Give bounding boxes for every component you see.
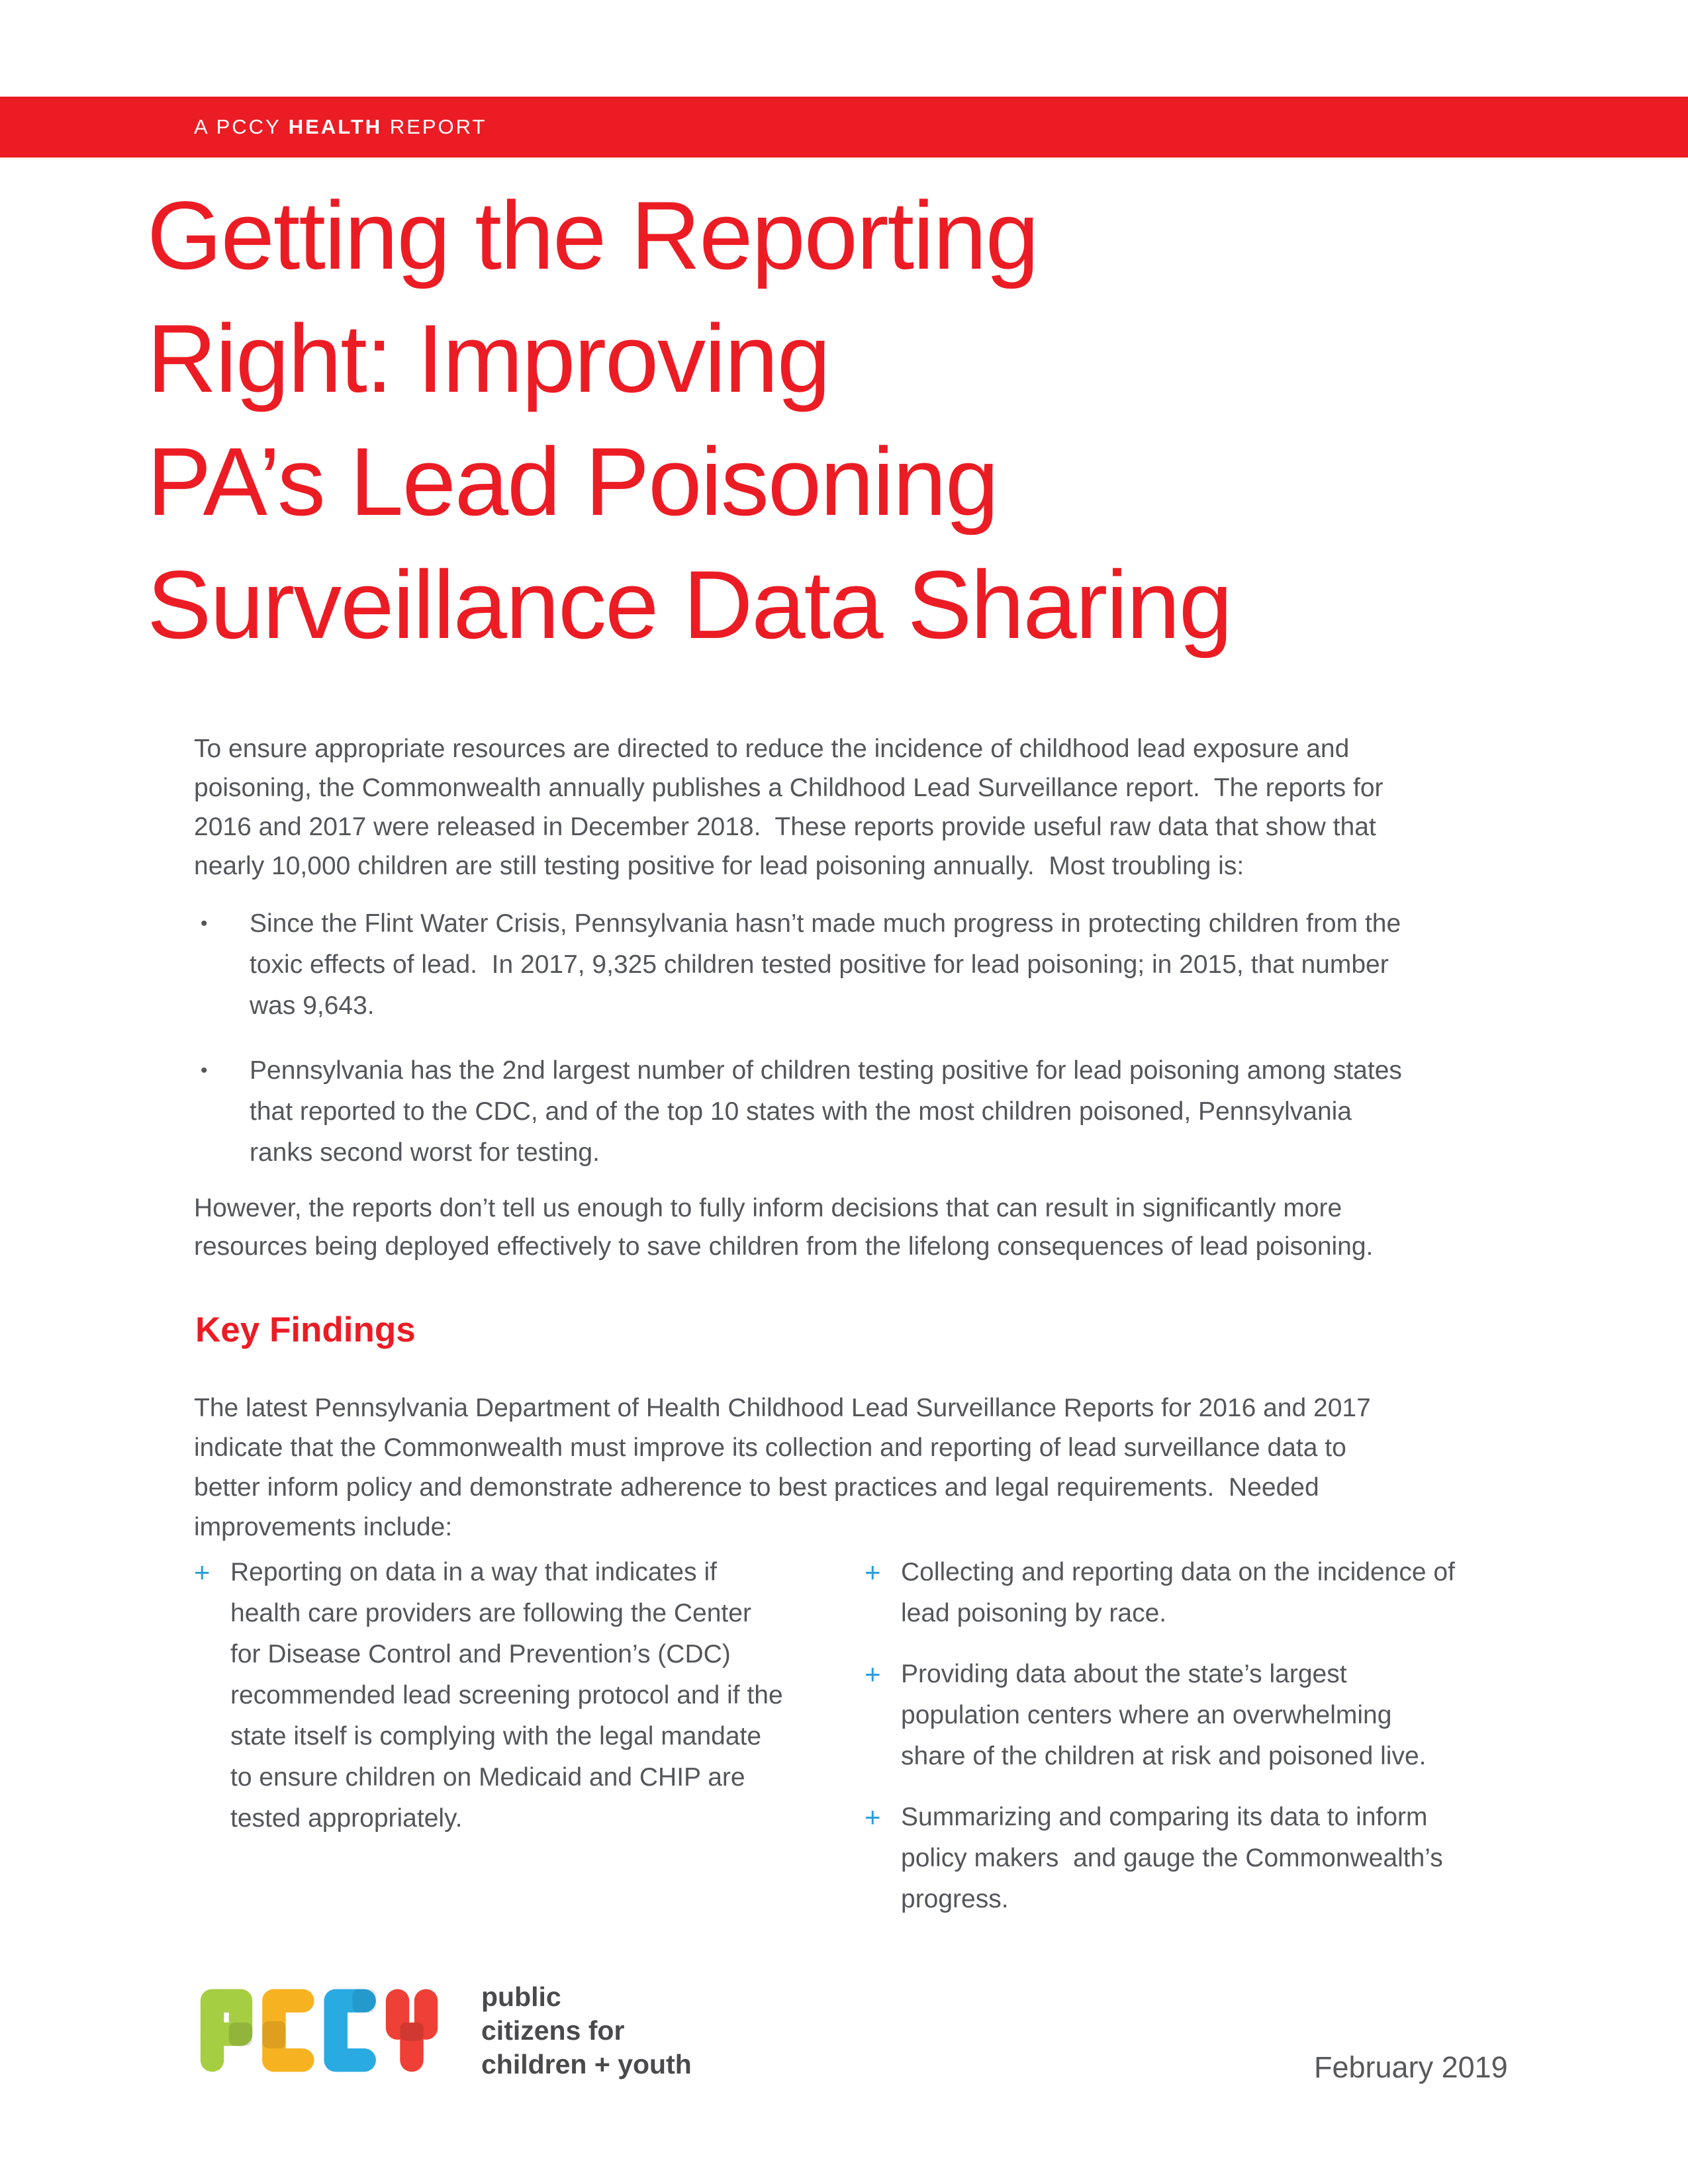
intro-paragraph: To ensure appropriate resources are directed to reduce the incidence of childhood lead exposure and poisoning, the Commonwealth annually publishes a Childhood Lead Surveillance report. The reports for 2016 and 2017 were released in December 2018. These reports provide useful raw data that show that nearly 10,000 children are still testing positive for lead poisoning annually. Most troubling is: xyxy=(194,735,1383,880)
list-item-text: Summarizing and comparing its data to inform policy makers and gauge the Commonwealth’s progress. xyxy=(901,1803,1443,1913)
key-findings-paragraph: The latest Pennsylvania Department of Health Childhood Lead Surveillance Reports for 2016 and 2017 indicate that the Commonwealth must improve its collection and reporting of lead surveillance data to better inform policy and demonstrate adherence to best practices and legal requirements. Needed improvements include: xyxy=(194,1394,1371,1541)
pccy-logo-wordmark: public citizens for children + youth xyxy=(481,1981,692,2079)
list-item-text: Collecting and reporting data on the incidence of lead poisoning by race. xyxy=(901,1558,1455,1627)
pccy-logo-icon xyxy=(197,1984,451,2077)
improvements-left-column xyxy=(194,1552,790,1839)
list-item-collecting xyxy=(865,1552,1526,1634)
logo-letter-p xyxy=(201,1989,252,2071)
banner-title-prefix: A PCCY xyxy=(194,115,289,138)
logo-letter-y xyxy=(386,1989,438,2071)
plus-marker: + xyxy=(194,1557,211,1588)
bullet-text: Since the Flint Water Crisis, Pennsylvania hasn’t made much progress in protecting children from the toxic effects of lead. In 2017, 9,325 children tested positive for lead poisoning; in 2015, that number was 9,643. xyxy=(250,909,1401,1020)
plus-marker: + xyxy=(865,1557,881,1588)
top-banner xyxy=(0,97,1688,158)
plus-marker: + xyxy=(865,1801,881,1833)
publication-date: February 2019 xyxy=(1314,2050,1508,2084)
logo-letter-c2 xyxy=(324,1989,376,2071)
list-item-summarizing xyxy=(865,1797,1526,1920)
bullet-item-flint-crisis xyxy=(194,903,1551,1026)
banner-title-bold: HEALTH xyxy=(288,115,383,138)
list-item-text: Providing data about the state’s largest population centers where an overwhelming share of the children at risk and poisoned live. xyxy=(901,1660,1427,1770)
key-findings-heading: Key Findings xyxy=(195,1310,416,1349)
improvements-right-column xyxy=(865,1552,1526,1940)
list-item-providing xyxy=(865,1654,1526,1777)
bullet-marker: • xyxy=(201,1060,208,1081)
logo-letter-c1 xyxy=(262,1989,314,2071)
plus-marker: + xyxy=(865,1659,881,1690)
bullet-marker: • xyxy=(201,913,208,934)
bullet-item-second-largest xyxy=(194,1050,1551,1173)
list-item-text: Reporting on data in a way that indicates if health care providers are following the Center for Disease Control and Prevention’s (CDC) recommended lead screening protocol and if the state itself is complying with the legal mandate to ensure children on Medicaid and CHIP are tested appropriately. xyxy=(230,1558,783,1833)
list-item-reporting xyxy=(194,1552,790,1839)
however-paragraph: However, the reports don’t tell us enough to fully inform decisions that can result in significantly more resources being deployed effectively to save children from the lifelong consequences of lead poisoning. xyxy=(194,1194,1374,1261)
banner-title xyxy=(194,97,487,158)
banner-title-suffix: REPORT xyxy=(382,115,487,138)
bullet-text: Pennsylvania has the 2nd largest number of children testing positive for lead poisoning among states that reported to the CDC, and of the top 10 states with the most children poisoned, Pennsylvania ranks second worst for testing. xyxy=(250,1056,1402,1167)
pccy-logo xyxy=(197,1984,451,2077)
report-title: Getting the Reporting Right: Improving PA’s Lead Poisoning Surveillance Data Sharing xyxy=(147,181,1232,659)
